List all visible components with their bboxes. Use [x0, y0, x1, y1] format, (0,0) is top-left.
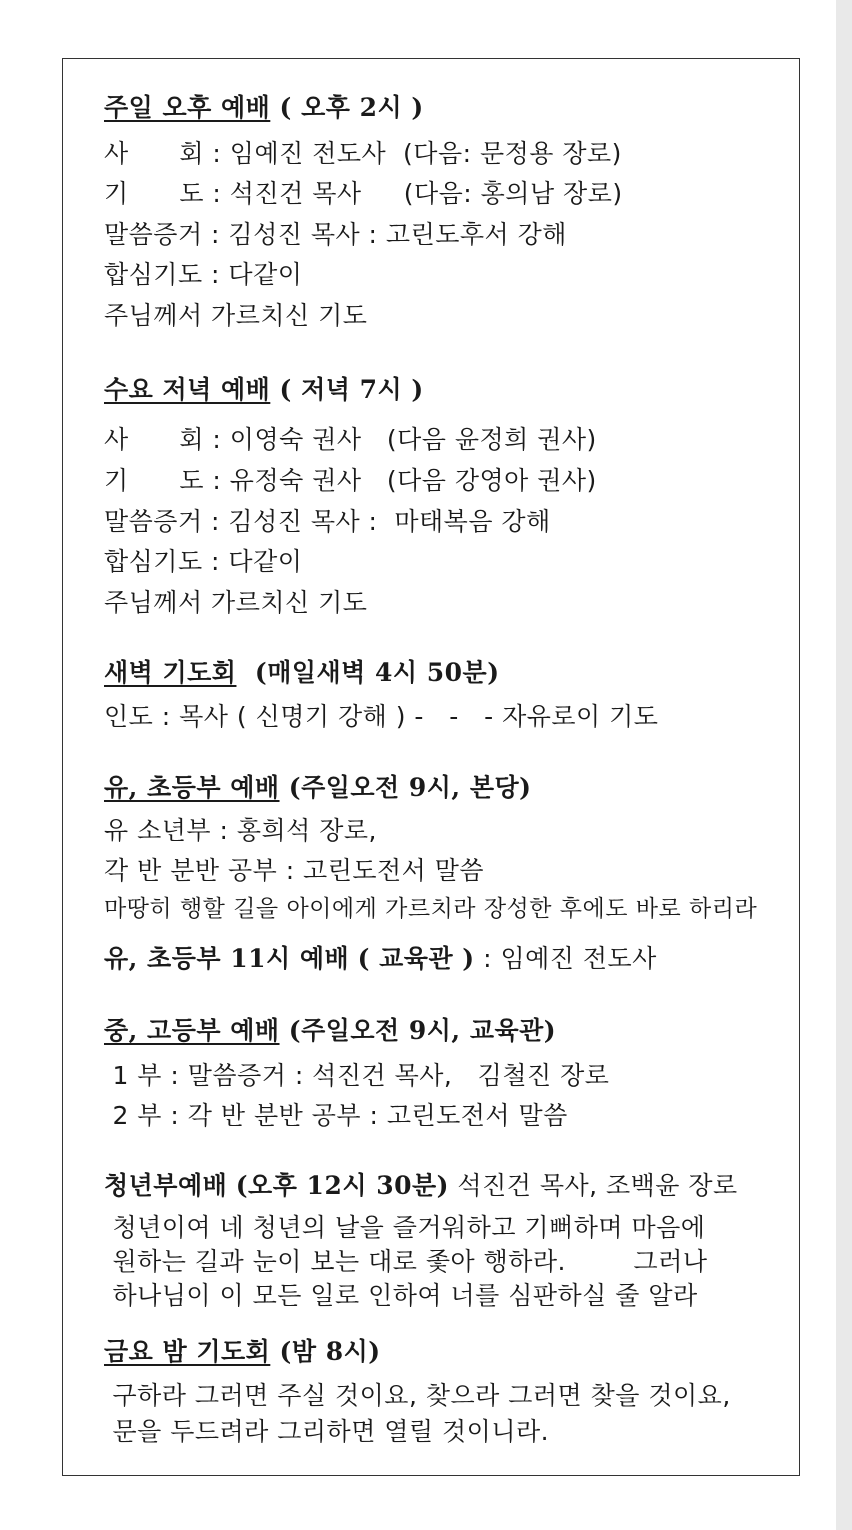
dawn-prayer-title: 새벽 기도회 — [104, 658, 237, 687]
children-eleven-rest: : 임예진 전도사 — [474, 944, 657, 973]
friday-night-title: 금요 밤 기도회 — [104, 1337, 271, 1366]
wednesday-evening-title: 수요 저녁 예배 — [104, 375, 271, 404]
friday-night-heading — [104, 1336, 381, 1368]
young-adults-time: (오후 12시 30분) — [235, 1171, 449, 1200]
young-adults-leaders: 석진건 목사, 조백윤 장로 — [448, 1171, 738, 1200]
friday-night-verse2: 문을 두드려라 그리하면 열릴 것이니라. — [104, 1417, 550, 1446]
young-adults-title: 청년부예배 — [104, 1171, 228, 1200]
children-title: 유, 초등부 예배 — [104, 773, 280, 802]
sunday-afternoon-time: ( 오후 2시 ) — [279, 93, 424, 122]
dawn-prayer-time: (매일새벽 4시 50분) — [254, 658, 500, 687]
wednesday-evening-lords-prayer: 주님께서 가르치신 기도 — [104, 588, 368, 617]
wednesday-evening-prayer: 기 도 : 유정숙 권사 (다음 강영아 권사) — [104, 466, 597, 495]
youth-heading — [104, 1015, 556, 1047]
page-edge — [836, 0, 852, 1530]
children-heading — [104, 772, 531, 804]
young-adults-verse1: 청년이여 네 청년의 날을 즐거워하고 기뻐하며 마음에 — [104, 1213, 706, 1242]
children-eleven-title: 유, 초등부 11시 예배 — [104, 944, 350, 973]
young-adults-heading — [104, 1170, 738, 1202]
sunday-afternoon-prayer: 기 도 : 석진건 목사 (다음: 홍의남 장로) — [104, 179, 623, 208]
dawn-prayer-heading — [104, 657, 500, 689]
children-eleven-place: ( 교육관 ) — [357, 944, 475, 973]
youth-time: (주일오전 9시, 교육관) — [288, 1016, 557, 1045]
youth-part1: 1 부 : 말씀증거 : 석진건 목사, 김철진 장로 — [104, 1061, 610, 1090]
wednesday-evening-sermon: 말씀증거 : 김성진 목사 : 마태복음 강해 — [104, 507, 551, 536]
sunday-afternoon-title: 주일 오후 예배 — [104, 93, 271, 122]
wednesday-evening-joint-prayer: 합심기도 : 다같이 — [104, 547, 303, 576]
wednesday-evening-time: ( 저녁 7시 ) — [279, 375, 424, 404]
children-time: (주일오전 9시, 본당) — [288, 773, 532, 802]
sunday-afternoon-lords-prayer: 주님께서 가르치신 기도 — [104, 301, 368, 330]
wednesday-evening-heading — [104, 374, 424, 406]
children-line2: 각 반 분반 공부 : 고린도전서 말씀 — [104, 856, 485, 885]
sunday-afternoon-host: 사 회 : 임예진 전도사 (다음: 문정용 장로) — [104, 139, 622, 168]
children-eleven-heading — [104, 943, 657, 975]
youth-title: 중, 고등부 예배 — [104, 1016, 280, 1045]
sunday-afternoon-sermon: 말씀증거 : 김성진 목사 : 고린도후서 강해 — [104, 220, 567, 249]
friday-night-verse1: 구하라 그러면 주실 것이요, 찾으라 그러면 찾을 것이요, — [104, 1381, 731, 1410]
friday-night-time: (밤 8시) — [279, 1337, 381, 1366]
sunday-afternoon-joint-prayer: 합심기도 : 다같이 — [104, 260, 303, 289]
children-verse: 마땅히 행할 길을 아이에게 가르치라 장성한 후에도 바로 하리라 — [104, 896, 758, 922]
young-adults-verse3: 하나님이 이 모든 일로 인하여 너를 심판하실 줄 알라 — [104, 1281, 698, 1310]
young-adults-verse2: 원하는 길과 눈이 보는 대로 좇아 행하라. 그러나 — [104, 1247, 708, 1276]
children-line1: 유 소년부 : 홍희석 장로, — [104, 816, 378, 845]
youth-part2: 2 부 : 각 반 분반 공부 : 고린도전서 말씀 — [104, 1101, 568, 1130]
dawn-prayer-lead: 인도 : 목사 ( 신명기 강해 ) - - - 자유로이 기도 — [104, 702, 659, 731]
wednesday-evening-host: 사 회 : 이영숙 권사 (다음 윤정희 권사) — [104, 425, 597, 454]
sunday-afternoon-heading — [104, 92, 424, 124]
